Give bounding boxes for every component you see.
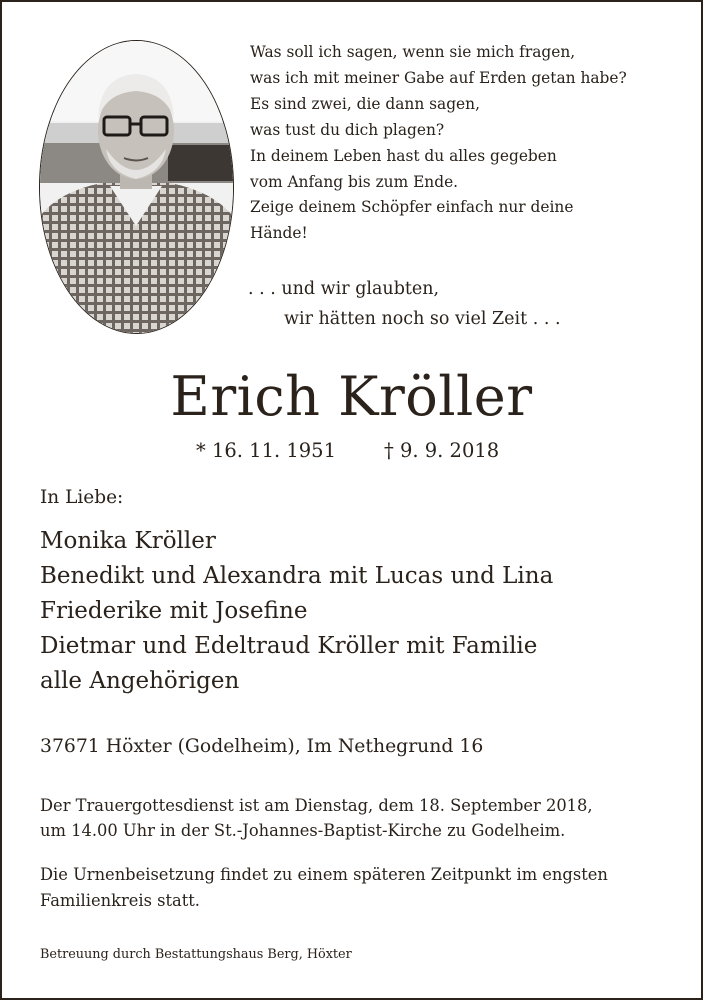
mourners-list: [40, 524, 553, 699]
poem-line: Zeige deinem Schöpfer einfach nur deine: [250, 198, 574, 217]
family-address: 37671 Höxter (Godelheim), Im Nethegrund 16: [40, 736, 484, 757]
urn-line: Die Urnenbeisetzung findet zu einem späteren Zeitpunkt im engsten: [40, 865, 608, 884]
mourner: Dietmar und Edeltraud Kröller mit Familie: [40, 633, 538, 659]
mourner: Monika Kröller: [40, 528, 216, 554]
urn-line: Familienkreis statt.: [40, 890, 200, 910]
deceased-name: Erich Kröller: [170, 365, 533, 428]
urn-burial-info: [40, 862, 670, 913]
mourner: Friederike mit Josefine: [40, 598, 308, 624]
funeral-home-credit: Betreuung durch Bestattungshaus Berg, Höxter: [40, 947, 352, 962]
closing-line-1: . . . und wir glaubten,: [248, 279, 440, 299]
poem-line: Es sind zwei, die dann sagen,: [250, 94, 480, 113]
portrait-illustration: [40, 41, 233, 333]
in-love-label: In Liebe:: [40, 487, 124, 508]
poem-line: Hände!: [250, 224, 308, 243]
poem-line: In deinem Leben hast du alles gegeben: [250, 146, 557, 165]
portrait-photo: [39, 40, 234, 334]
mourner: Benedikt und Alexandra mit Lucas und Lina: [40, 563, 554, 589]
life-dates: [196, 436, 499, 466]
closing-quote: [248, 274, 561, 334]
poem-line: was tust du dich plagen?: [250, 120, 445, 139]
poem-line: vom Anfang bis zum Ende.: [250, 172, 459, 191]
service-line: um 14.00 Uhr in der St.-Johannes-Baptist-Kirche zu Godelheim.: [40, 820, 566, 840]
funeral-service-info: [40, 794, 670, 843]
poem-line: was ich mit meiner Gabe auf Erden getan habe?: [250, 68, 627, 87]
mourner: alle Angehörigen: [40, 668, 240, 694]
death-date: † 9. 9. 2018: [384, 439, 500, 462]
service-line: Der Trauergottesdienst ist am Dienstag, dem 18. September 2018,: [40, 796, 593, 815]
birth-date: * 16. 11. 1951: [196, 439, 336, 462]
poem: [250, 40, 690, 247]
poem-line: Was soll ich sagen, wenn sie mich fragen,: [250, 43, 576, 61]
closing-line-2: wir hätten noch so viel Zeit . . .: [284, 309, 561, 329]
